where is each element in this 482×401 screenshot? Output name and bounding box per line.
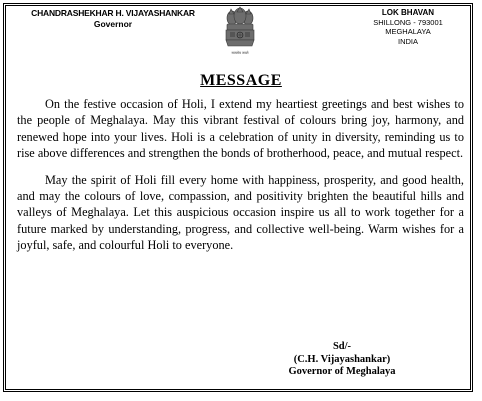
state-emblem-icon (222, 6, 258, 52)
address-line-1: LOK BHAVAN (381, 8, 435, 17)
message-body (17, 96, 464, 254)
sender-title: Governor (93, 19, 133, 29)
signature-designation: Governor of Meghalaya (288, 366, 396, 377)
emblem-motto: सत्यमेव जयते (231, 51, 249, 55)
signature-sd: Sd/- (332, 341, 352, 352)
paragraph-1: On the festive occasion of Holi, I extend my heartiest greetings and best wishes to the people of Meghalaya. May this vibrant festival of colours bring joy, harmony, and renewed hope into your lives. Holi is a celebration of unity in diversity, reminding us to rise above differences and strengthen the bonds of brotherhood, peace, and mutual respect. (17, 97, 464, 161)
paragraph-2: May the spirit of Holi fill every home with happiness, prosperity, and good health, and may the colours of love, compassion, and positivity brighten the beautiful hills and valleys of Meghalaya. Let this auspicious occasion inspire us all to work together for a future marked by understanding, progress, and collective well-being. Warm wishes for a joyful, safe, and colourful Holi to everyone. (17, 172, 464, 253)
message-title: MESSAGE (200, 72, 282, 89)
address-line-3: MEGHALAYA (385, 27, 431, 36)
signature-block (260, 341, 424, 379)
sender-block (8, 8, 218, 30)
sender-name: CHANDRASHEKHAR H. VIJAYASHANKAR (31, 8, 195, 18)
address-block (348, 8, 468, 46)
signature-name: (C.H. Vijayashankar) (293, 353, 391, 365)
address-line-2: SHILLONG - 793001 (373, 17, 443, 27)
address-line-4: INDIA (397, 36, 418, 46)
